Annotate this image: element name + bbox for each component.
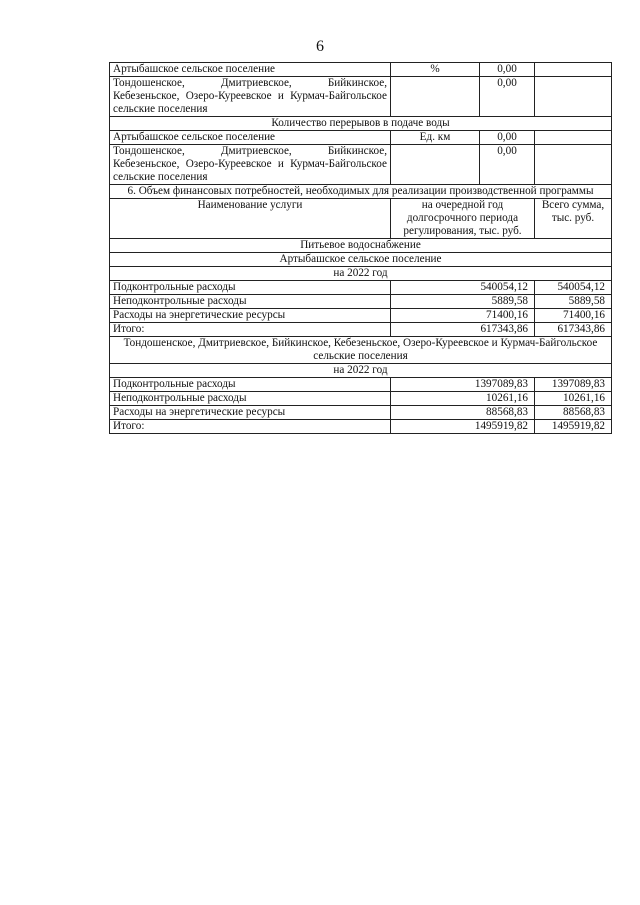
empty-cell xyxy=(535,131,612,145)
year-label: на 2022 год xyxy=(110,364,612,378)
row-period: 1495919,82 xyxy=(391,420,535,434)
row-label: Подконтрольные расходы xyxy=(110,281,391,295)
year-row xyxy=(110,364,612,378)
year-row xyxy=(110,267,612,281)
row-label: Подконтрольные расходы xyxy=(110,378,391,392)
section-header: Количество перерывов в подаче воды xyxy=(110,117,612,131)
row-total: 5889,58 xyxy=(535,295,612,309)
table-row xyxy=(110,131,612,145)
row-period: 88568,83 xyxy=(391,406,535,420)
empty-cell xyxy=(535,63,612,77)
row-value: 0,00 xyxy=(480,145,535,185)
row-unit xyxy=(391,77,480,117)
row-label: Итого: xyxy=(110,323,391,337)
row-total: 71400,16 xyxy=(535,309,612,323)
row-total: 540054,12 xyxy=(535,281,612,295)
row-total: 617343,86 xyxy=(535,323,612,337)
year-label: на 2022 год xyxy=(110,267,612,281)
row-period: 540054,12 xyxy=(391,281,535,295)
row-period: 1397089,83 xyxy=(391,378,535,392)
column-header-row xyxy=(110,199,612,239)
row-unit: Ед. км xyxy=(391,131,480,145)
row-name: Тондошенское, Дмитриевское, Бийкинское, Кебезеньское, Озеро-Куреевское и Курмач-Байгольское сельские поселения xyxy=(110,145,391,185)
table-row xyxy=(110,281,612,295)
row-total: 1397089,83 xyxy=(535,378,612,392)
row-value: 0,00 xyxy=(480,131,535,145)
table-row xyxy=(110,77,612,117)
row-total: 1495919,82 xyxy=(535,420,612,434)
row-period: 617343,86 xyxy=(391,323,535,337)
service-name: Питьевое водоснабжение xyxy=(110,239,612,253)
service-row xyxy=(110,239,612,253)
table-row xyxy=(110,295,612,309)
row-label: Неподконтрольные расходы xyxy=(110,392,391,406)
row-value: 0,00 xyxy=(480,63,535,77)
table-row xyxy=(110,309,612,323)
section-title-row xyxy=(110,185,612,199)
row-label: Неподконтрольные расходы xyxy=(110,295,391,309)
row-total: 88568,83 xyxy=(535,406,612,420)
col-header-period: на очередной год долгосрочного периода регулирования, тыс. руб. xyxy=(391,199,535,239)
table-row xyxy=(110,378,612,392)
group-name: Тондошенское, Дмитриевское, Бийкинское, Кебезеньское, Озеро-Куреевское и Курмач-Байгольское сельские поселения xyxy=(110,337,612,364)
row-name: Артыбашское сельское поселение xyxy=(110,63,391,77)
row-period: 10261,16 xyxy=(391,392,535,406)
table-row xyxy=(110,63,612,77)
row-unit: % xyxy=(391,63,480,77)
row-period: 5889,58 xyxy=(391,295,535,309)
row-unit xyxy=(391,145,480,185)
row-value: 0,00 xyxy=(480,77,535,117)
table-row xyxy=(110,323,612,337)
table-section-header xyxy=(110,117,612,131)
col-header-service: Наименование услуги xyxy=(110,199,391,239)
row-name: Тондошенское, Дмитриевское, Бийкинское, Кебезеньское, Озеро-Куреевское и Курмач-Байгольское сельские поселения xyxy=(110,77,391,117)
row-label: Итого: xyxy=(110,420,391,434)
row-label: Расходы на энергетические ресурсы xyxy=(110,406,391,420)
section-title: 6. Объем финансовых потребностей, необходимых для реализации производственной программы xyxy=(110,185,612,199)
row-period: 71400,16 xyxy=(391,309,535,323)
empty-cell xyxy=(535,77,612,117)
table-row xyxy=(110,406,612,420)
group-name: Артыбашское сельское поселение xyxy=(110,253,612,267)
row-label: Расходы на энергетические ресурсы xyxy=(110,309,391,323)
col-header-total: Всего сумма, тыс. руб. xyxy=(535,199,612,239)
table-row xyxy=(110,145,612,185)
table-row xyxy=(110,420,612,434)
empty-cell xyxy=(535,145,612,185)
group-name-row xyxy=(110,253,612,267)
table-row xyxy=(110,392,612,406)
row-name: Артыбашское сельское поселение xyxy=(110,131,391,145)
program-table xyxy=(109,62,612,434)
page-number: 6 xyxy=(316,38,324,55)
row-total: 10261,16 xyxy=(535,392,612,406)
group-name-row xyxy=(110,337,612,364)
